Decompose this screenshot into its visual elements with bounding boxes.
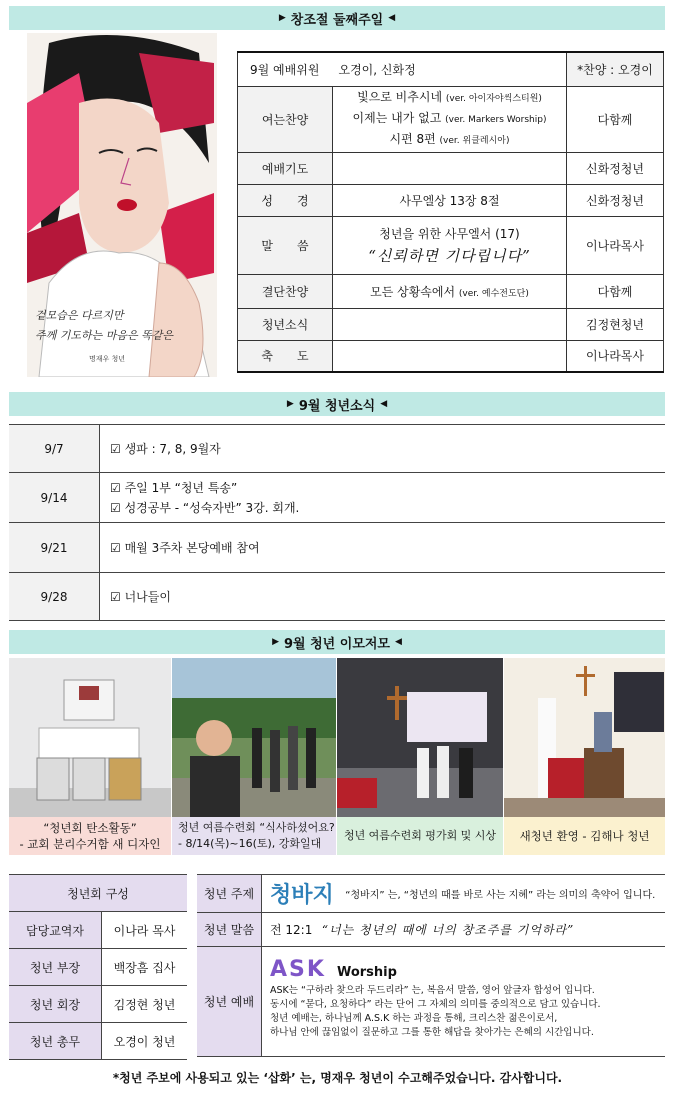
worship-committee (238, 52, 567, 86)
worship-row (238, 274, 664, 308)
worship-desc-line: 동시에 “묻다, 요청하다” 라는 단어 그 자체의 의미를 중의적으로 담고 있습니다. (270, 999, 601, 1010)
youth-organization-table (9, 874, 187, 1060)
row-who: 신화정청년 (567, 184, 664, 216)
row-who: 김정현청년 (567, 308, 664, 340)
triangle-left-icon: ◀ (388, 13, 396, 23)
theme-desc: “청바지” 는, “청년의 때를 바로 사는 지혜” 라는 의미의 축약어 입니다. (345, 890, 656, 901)
photo-caption (9, 817, 171, 855)
worship-row (238, 308, 664, 340)
row-label: 결단찬양 (238, 274, 333, 308)
section-banner-gallery (9, 630, 665, 654)
section-banner-news (9, 392, 665, 416)
worship-row (238, 184, 664, 216)
news-row (9, 473, 665, 523)
info-row-theme (197, 875, 665, 913)
row-content (333, 340, 567, 372)
org-role: 담당교역자 (9, 912, 102, 949)
row-content (333, 152, 567, 184)
row-content (333, 308, 567, 340)
news-item: ☑ 주일 1부 “청년 특송” (110, 480, 238, 495)
info-label: 청년 말씀 (197, 913, 262, 947)
sermon-cell (333, 216, 567, 274)
worship-row (238, 152, 664, 184)
org-title: 청년회 구성 (9, 875, 187, 912)
photo-recycling-bins (9, 658, 171, 817)
worship-row (238, 86, 664, 152)
row-who: 이나라목사 (567, 340, 664, 372)
verse-cell (262, 913, 666, 947)
song-title: 모든 상황속에서 (370, 284, 456, 299)
row-label: 축 도 (238, 340, 333, 372)
youth-news-table (9, 424, 665, 621)
row-who: 신화정청년 (567, 152, 664, 184)
month-label: 9월 예배위원 (250, 62, 320, 77)
photo-caption (337, 817, 503, 855)
org-name: 오경이 청년 (102, 1023, 188, 1060)
song-title: 이제는 내가 없고 (352, 110, 442, 125)
news-date: 9/28 (9, 573, 100, 621)
worship-row (238, 216, 664, 274)
caption-line: - 교회 분리수거함 새 디자인 (19, 837, 161, 851)
news-date: 9/21 (9, 523, 100, 573)
song-version: (ver. Markers Worship) (445, 114, 547, 125)
row-who: 이나라목사 (567, 216, 664, 274)
news-item: ☑ 매월 3주차 본당예배 참여 (100, 523, 666, 573)
worship-header-row (238, 52, 664, 86)
news-row (9, 523, 665, 573)
triangle-right-icon: ▶ (278, 13, 286, 23)
org-row (9, 912, 187, 949)
triangle-right-icon: ▶ (286, 399, 294, 409)
news-row (9, 425, 665, 473)
theme-cell (262, 875, 666, 913)
row-label: 여는찬양 (238, 86, 333, 152)
ask-logo-worship: Worship (336, 965, 397, 980)
news-item: ☑ 너나들이 (100, 573, 666, 621)
caption-line: 새청년 환영 - 김해나 청년 (519, 829, 650, 843)
org-role: 청년 총무 (9, 1023, 102, 1060)
worship-row (238, 340, 664, 372)
caption-line: “청년회 탄소활동” (43, 821, 137, 835)
org-row (9, 1023, 187, 1060)
org-role: 청년 회장 (9, 986, 102, 1023)
praise-leader: *찬양 : 오경이 (567, 52, 664, 86)
info-row-worship (197, 947, 665, 1057)
sermon-series: 청년을 위한 사무엘서 (17) (379, 226, 520, 241)
org-role: 청년 부장 (9, 949, 102, 986)
info-label: 청년 예배 (197, 947, 262, 1057)
caption-line: 청년 여름수련회 평가회 및 시상 (343, 829, 497, 842)
caption-line: 청년 여름수련회 “식사하셨어요? (178, 821, 335, 834)
illustration-caption-line1: 겉모습은 다르지만 (35, 309, 124, 322)
section-title: 9월 청년 이모저모 (283, 636, 390, 652)
section-title: 창조절 둘째주일 (290, 12, 384, 28)
org-header-row (9, 875, 187, 912)
row-who: 다함께 (567, 274, 664, 308)
row-label: 말 씀 (238, 216, 333, 274)
org-row (9, 949, 187, 986)
illustration-caption-line2: 주께 기도하는 마음은 똑같은 (35, 329, 174, 342)
photo-summer-retreat (172, 658, 336, 817)
row-label: 성 경 (238, 184, 333, 216)
prayer-illustration (9, 33, 230, 377)
worship-desc-line: 하나님 안에 끊임없이 질문하고 그를 통한 해답을 찾아가는 은혜의 시간입니다. (270, 1027, 594, 1038)
footer-note: *청년 주보에 사용되고 있는 ‘삽화’ 는, 명재우 청년이 수고해주었습니다. 감사합니다. (112, 1071, 563, 1085)
song-version: (ver. 아이자야씩스티원) (445, 93, 542, 104)
illustration-signature: 명재우 청년 (89, 355, 126, 363)
opening-songs (333, 86, 567, 152)
org-name: 이나라 목사 (102, 912, 188, 949)
worship-desc-line: ASK는 “구하라 찾으라 두드리라” 는, 복음서 말씀, 영어 앞글자 합성어 입니다. (270, 985, 595, 996)
row-content: 사무엘상 13장 8절 (333, 184, 567, 216)
triangle-left-icon: ◀ (380, 399, 388, 409)
song-version: (ver. 예수전도단) (458, 288, 529, 299)
photo-caption (504, 817, 665, 855)
caption-line: - 8/14(목)~16(토), 강화일대 (178, 837, 322, 850)
section-banner-sunday (9, 6, 665, 30)
song-title: 시편 8편 (389, 131, 436, 146)
photo-caption (172, 817, 336, 855)
triangle-left-icon: ◀ (395, 637, 402, 647)
org-name: 김정현 청년 (102, 986, 188, 1023)
verse-text: “너는 청년의 때에 너의 창조주를 기억하라” (321, 923, 575, 937)
news-date: 9/14 (9, 473, 100, 523)
photo-retreat-award (337, 658, 503, 817)
info-row-verse (197, 913, 665, 947)
row-who: 다함께 (567, 86, 664, 152)
photo-new-member (504, 658, 665, 817)
news-items (100, 473, 666, 523)
sermon-title: “신뢰하면 기다립니다” (368, 246, 531, 265)
closing-song (333, 274, 567, 308)
news-item: ☑ 생파 : 7, 8, 9월자 (100, 425, 666, 473)
section-title: 9월 청년소식 (298, 398, 376, 414)
ask-logo: ASK (270, 957, 326, 982)
org-name: 백장흠 집사 (102, 949, 188, 986)
verse-ref: 전 12:1 (270, 923, 313, 937)
committee-members: 오경이, 신화정 (338, 62, 416, 77)
news-date: 9/7 (9, 425, 100, 473)
youth-info-table (197, 874, 665, 1057)
row-label: 예배기도 (238, 152, 333, 184)
row-label: 청년소식 (238, 308, 333, 340)
worship-desc-line: 청년 예배는, 하나님께 A.S.K 하는 과정을 통해, 크리스찬 젊은이로서, (270, 1013, 558, 1024)
info-label: 청년 주제 (197, 875, 262, 913)
news-row (9, 573, 665, 621)
org-row (9, 986, 187, 1023)
song-title: 빛으로 비추시네 (357, 89, 443, 104)
theme-logo: 청바지 (270, 883, 334, 908)
news-item: ☑ 성경공부 - “성숙자반” 3강. 회개. (110, 500, 300, 515)
worship-order-table (237, 51, 664, 373)
song-version: (ver. 위클레시아) (439, 135, 510, 146)
worship-desc-cell (262, 947, 666, 1057)
triangle-right-icon: ▶ (272, 637, 279, 647)
